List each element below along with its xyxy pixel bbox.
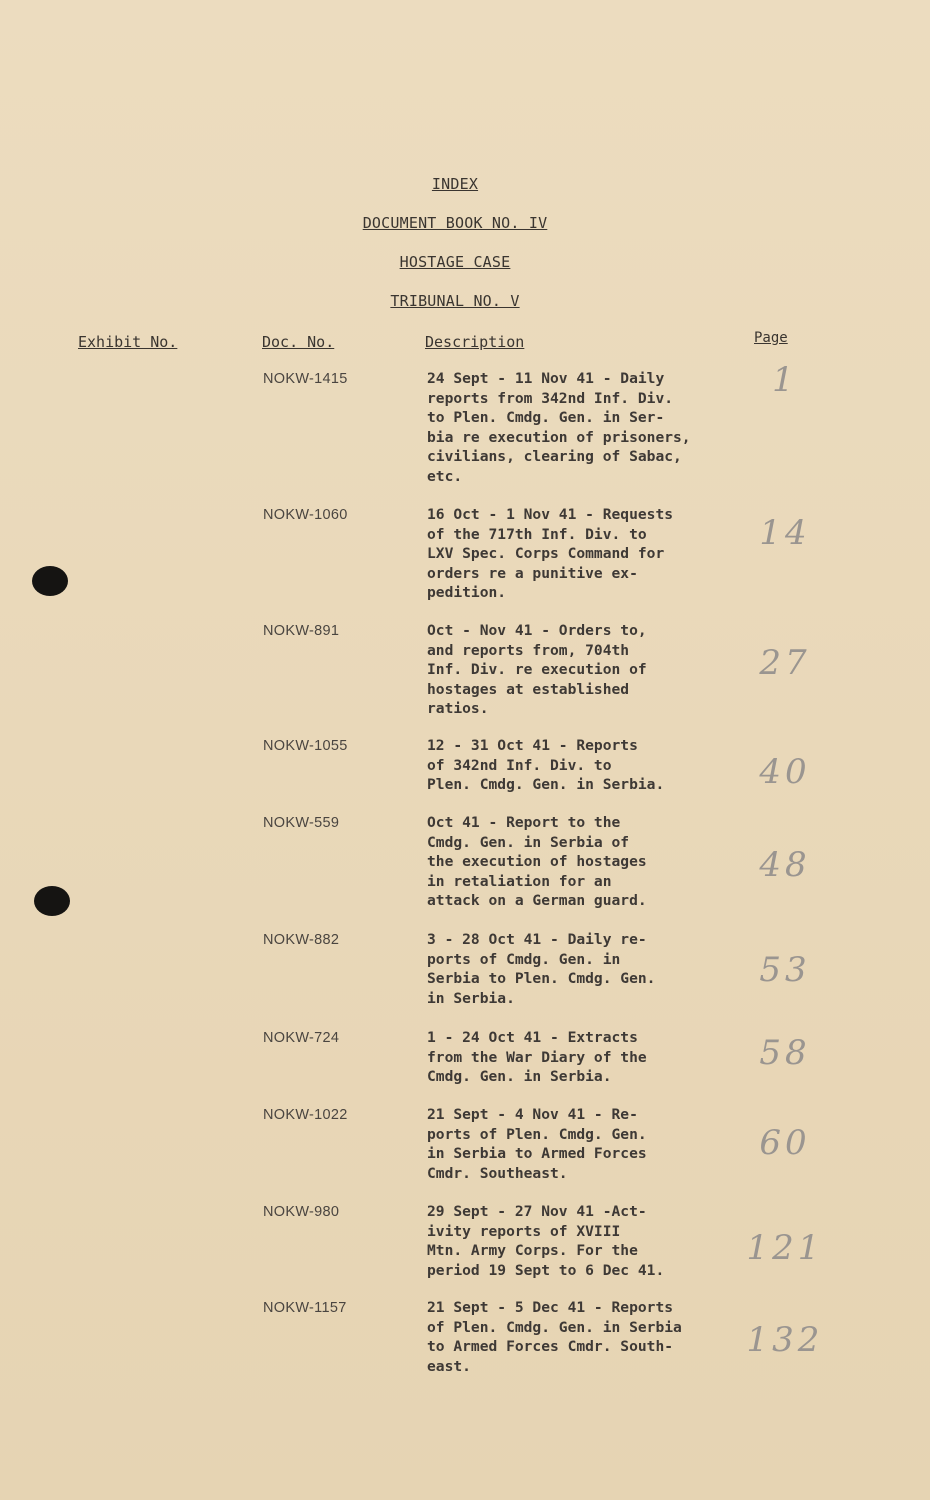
entry-doc-number: NOKW-882 [263, 932, 340, 948]
entry-page-number: 53 [759, 950, 811, 990]
entry-doc-number: NOKW-1157 [263, 1300, 347, 1316]
index-heading: INDEX [431, 175, 479, 193]
entry-description: 21 Sept - 5 Dec 41 - Reports of Plen. Cmdg. Gen. in Serbia to Armed Forces Cmdr. South- east. [427, 1299, 682, 1375]
doc-column-header: Doc. No. [262, 333, 335, 351]
entry-doc-number: NOKW-559 [263, 815, 340, 831]
entry-doc-number: NOKW-1022 [263, 1107, 348, 1123]
entry-description: 1 - 24 Oct 41 - Extracts from the War Diary of the Cmdg. Gen. in Serbia. [427, 1029, 647, 1085]
entry-page-number: 60 [759, 1123, 811, 1163]
entry-description: 16 Oct - 1 Nov 41 - Requests of the 717th Inf. Div. to LXV Spec. Corps Command for orders re a punitive ex- pedition. [427, 506, 674, 601]
entry-description: 24 Sept - 11 Nov 41 - Daily reports from 342nd Inf. Div. to Plen. Cmdg. Gen. in Ser- bia re execution of prisoners, civilians, clearing of Sabac, etc. [427, 370, 691, 485]
entry-description: 3 - 28 Oct 41 - Daily re- ports of Cmdg. Gen. in Serbia to Plen. Cmdg. Gen. in Serbia. [427, 931, 656, 1007]
entry-doc-number: NOKW-980 [263, 1204, 340, 1220]
entry-page-number: 40 [759, 752, 811, 792]
page-column-header: Page [754, 330, 788, 346]
document-book-heading: DOCUMENT BOOK NO. IV [362, 214, 548, 232]
exhibit-column-header: Exhibit No. [78, 333, 178, 351]
entry-page-number: 14 [759, 513, 811, 553]
entry-description: 12 - 31 Oct 41 - Reports of 342nd Inf. Div. to Plen. Cmdg. Gen. in Serbia. [427, 737, 665, 793]
entry-description: 21 Sept - 4 Nov 41 - Re- ports of Plen. Cmdg. Gen. in Serbia to Armed Forces Cmdr. Southeast. [427, 1106, 647, 1182]
entry-doc-number: NOKW-1060 [263, 507, 348, 523]
description-column-header: Description [425, 333, 525, 351]
punch-hole [32, 566, 68, 596]
case-heading: HOSTAGE CASE [399, 253, 511, 271]
entry-page-number: 1 [772, 360, 798, 400]
entry-page-number: 48 [759, 845, 811, 885]
tribunal-heading: TRIBUNAL NO. V [390, 292, 520, 310]
punch-hole [34, 886, 70, 916]
entry-page-number: 121 [746, 1228, 824, 1268]
entry-description: 29 Sept - 27 Nov 41 -Act- ivity reports of XVIII Mtn. Army Corps. For the period 19 Sept to 6 Dec 41. [427, 1203, 665, 1279]
entry-page-number: 132 [746, 1320, 824, 1360]
entry-doc-number: NOKW-1055 [263, 738, 348, 754]
entry-doc-number: NOKW-891 [263, 623, 340, 639]
entry-description: Oct 41 - Report to the Cmdg. Gen. in Serbia of the execution of hostages in retaliation for an attack on a German guard. [427, 814, 647, 909]
entry-page-number: 27 [759, 643, 811, 683]
entry-description: Oct - Nov 41 - Orders to, and reports from, 704th Inf. Div. re execution of hostages at established ratios. [427, 622, 647, 717]
entry-page-number: 58 [759, 1033, 811, 1073]
entry-doc-number: NOKW-1415 [263, 371, 348, 387]
entry-doc-number: NOKW-724 [263, 1030, 340, 1046]
